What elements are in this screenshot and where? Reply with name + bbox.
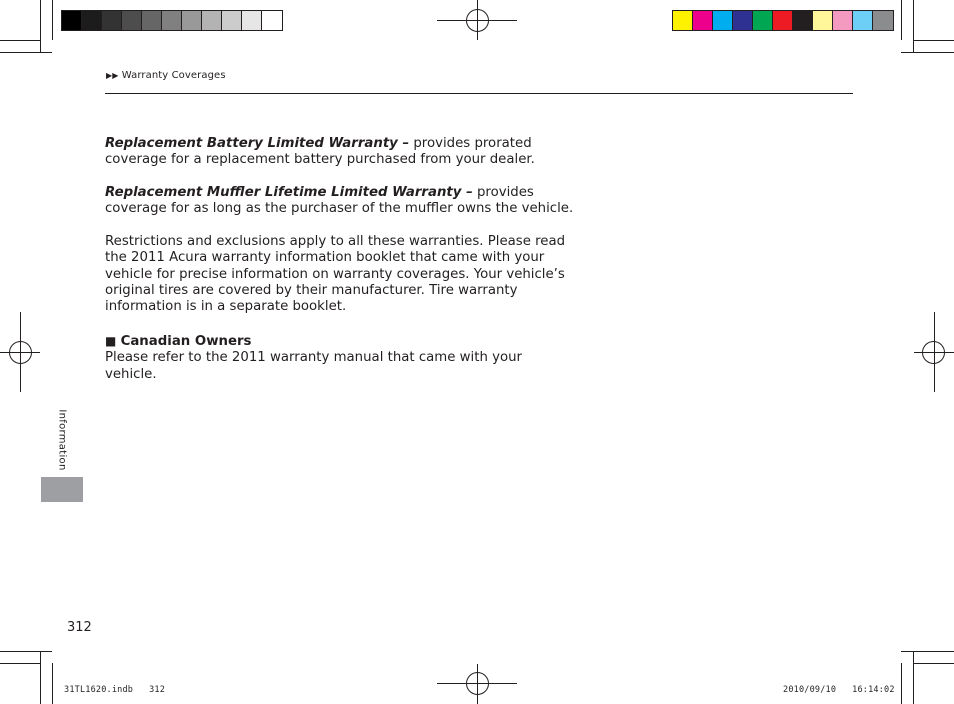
crop-mark — [901, 0, 902, 40]
grayscale-color-bar — [61, 10, 283, 31]
color-swatch — [833, 11, 853, 30]
crop-mark — [0, 40, 40, 41]
section-title: Canadian Owners — [120, 334, 252, 349]
crop-mark — [0, 52, 52, 53]
color-swatch — [122, 11, 142, 30]
page-number: 312 — [67, 620, 92, 635]
crop-mark — [914, 40, 954, 41]
header-rule — [105, 93, 853, 94]
crop-mark — [913, 651, 914, 704]
paragraph-title: Replacement Battery Limited Warranty – — [105, 136, 410, 151]
slug-date: 2010/09/10 16:14:02 — [783, 685, 895, 695]
side-tab-label: Information — [56, 409, 68, 471]
color-swatch — [853, 11, 873, 30]
crop-mark — [0, 651, 52, 652]
crop-mark — [914, 663, 954, 664]
paragraph-text: provides coverage for as long as the purchaser of the muffler owns the vehicle. — [105, 185, 574, 217]
paragraph-text: Restrictions and exclusions apply to all these warranties. Please read the 2011 Acura warranty information booklet that came with your vehicle for precise information on warranty coverages. Your vehicle’s original tires are covered by their manufacturer. Tire warranty information is in a separate booklet. — [105, 234, 566, 315]
color-swatch — [673, 11, 693, 30]
paragraph-title: Replacement Muffler Lifetime Limited Warranty – — [105, 185, 473, 200]
color-swatch — [202, 11, 222, 30]
color-swatch — [62, 11, 82, 30]
color-swatch — [773, 11, 793, 30]
crop-mark — [40, 651, 41, 704]
registration-circle — [9, 341, 32, 364]
section-heading — [105, 333, 575, 350]
crop-mark — [913, 0, 914, 52]
registration-circle — [466, 672, 489, 695]
breadcrumb-label: Warranty Coverages — [121, 70, 226, 81]
section-text: Please refer to the 2011 warranty manual that came with your vehicle. — [105, 350, 522, 382]
color-swatch — [793, 11, 813, 30]
side-tab — [41, 477, 83, 502]
color-swatch — [713, 11, 733, 30]
process-color-bar — [672, 10, 894, 31]
color-swatch — [733, 11, 753, 30]
color-swatch — [693, 11, 713, 30]
crop-mark — [52, 0, 53, 40]
color-swatch — [82, 11, 102, 30]
paragraph-muffler-warranty — [105, 185, 575, 218]
color-swatch — [142, 11, 162, 30]
color-swatch — [873, 11, 893, 30]
crop-mark — [52, 663, 53, 704]
breadcrumb — [106, 70, 226, 81]
crop-mark — [40, 0, 41, 52]
registration-circle — [466, 9, 489, 32]
color-swatch — [753, 11, 773, 30]
slug-file: 31TL1620.indb 312 — [64, 685, 166, 695]
paragraph-battery-warranty — [105, 136, 575, 169]
color-swatch — [182, 11, 202, 30]
color-swatch — [813, 11, 833, 30]
color-swatch — [262, 11, 282, 30]
paragraph-text: provides prorated coverage for a replacement battery purchased from your dealer. — [105, 136, 535, 168]
registration-circle — [922, 341, 945, 364]
section-marker-icon: ■ — [105, 334, 117, 348]
crop-mark — [901, 651, 954, 652]
section-canadian-owners — [105, 333, 575, 383]
color-swatch — [102, 11, 122, 30]
paragraph-restrictions — [105, 234, 575, 315]
color-swatch — [242, 11, 262, 30]
color-swatch — [222, 11, 242, 30]
crop-mark — [901, 663, 902, 704]
crop-mark — [901, 52, 954, 53]
color-swatch — [162, 11, 182, 30]
crop-mark — [0, 663, 40, 664]
breadcrumb-arrow-icon: ▶▶ — [106, 71, 119, 80]
